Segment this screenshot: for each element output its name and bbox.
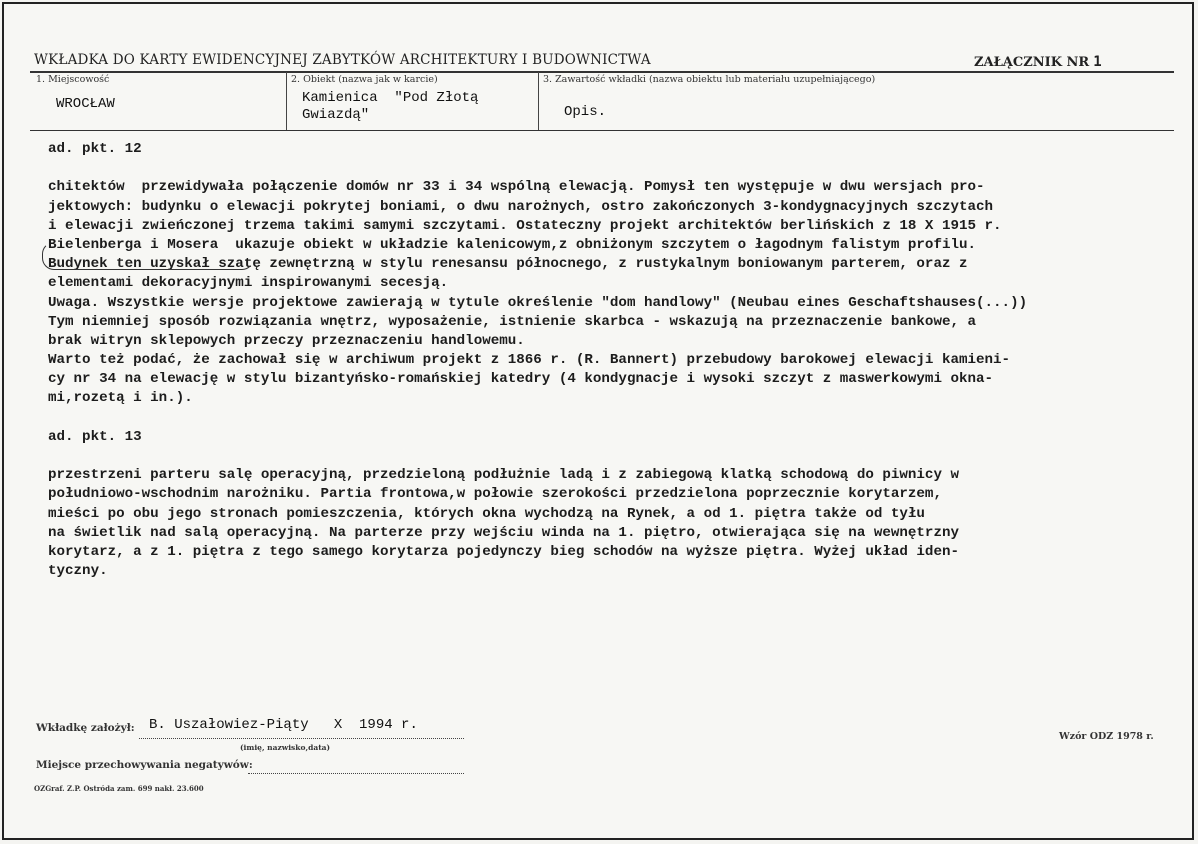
section2-line: przestrzeni parteru salę operacyjną, przedzieloną podłużnie ladą i z zabiegową klatką schodową do piwnicy w bbox=[48, 467, 959, 484]
founded-label: Wkładkę założył: bbox=[36, 722, 135, 734]
content-value: Opis. bbox=[564, 104, 607, 120]
section2-line: tyczny. bbox=[48, 563, 108, 580]
section2-line: mieści po obu jego stronach pomieszczenia, których okna wychodzą na Rynek, a od 1. piętra także od tyłu bbox=[48, 505, 925, 522]
field-divider-1 bbox=[286, 72, 287, 130]
founded-value: B. Uszałowiez-Piąty X 1994 r. bbox=[149, 717, 418, 733]
locality-label: 1. Miejscowość bbox=[36, 74, 110, 85]
locality-value: WROCŁAW bbox=[56, 96, 115, 112]
section1-line: Budynek ten uzyskał szatę zewnętrzną w stylu renesansu północnego, z rustykalnym boniowanym parterem, oraz z bbox=[48, 256, 968, 273]
section1-line: cy nr 34 na elewację w stylu bizantyńsko-romańskiej katedry (4 kondygnacje i wysoki szczyt z maswerkowymi okna- bbox=[48, 371, 994, 388]
header-rule bbox=[30, 71, 1174, 73]
section1-line: Tym niemniej sposób rozwiązania wnętrz, wyposażenie, istnienie skarbca - wskazują na przeznaczenie bankowe, a bbox=[48, 313, 977, 330]
record-sheet bbox=[2, 2, 1194, 840]
object-value-line1: Kamienica "Pod Złotą bbox=[302, 90, 479, 106]
fields-rule bbox=[30, 130, 1174, 131]
section2-line: na świetlik nad salą operacyjną. Na parterze przy wejściu winda na 1. piętro, otwierająca się na wewnętrzny bbox=[48, 524, 959, 541]
section2-line: południowo-wschodnim narożniku. Partia frontowa,w połowie szerokości przedzielona poprzecznie korytarzem, bbox=[48, 486, 942, 503]
section1-line: chitektów przewidywała połączenie domów nr 33 i 34 wspólną elewacją. Pomysł ten występuje w dwu wersjach pro- bbox=[48, 179, 985, 196]
print-note: OZGraf. Z.P. Ostróda zam. 699 nakł. 23.600 bbox=[34, 784, 204, 793]
section2-heading: ad. pkt. 13 bbox=[48, 428, 142, 445]
form-title: WKŁADKA DO KARTY EWIDENCYJNEJ ZABYTKÓW ARCHITEKTURY I BUDOWNICTWA bbox=[34, 52, 651, 68]
section1-line: Uwaga. Wszystkie wersje projektowe zawierają w tytule określenie "dom handlowy" (Neubau eines Geschaftshauses(...)) bbox=[48, 294, 1028, 311]
annex-number: 1 bbox=[1093, 54, 1102, 70]
storage-label: Miejsce przechowywania negatywów: bbox=[36, 759, 253, 771]
section1-line: brak witryn sklepowych przeczy przeznaczeniu handlowemu. bbox=[48, 332, 525, 349]
annex-label-text: ZAŁĄCZNIK NR bbox=[974, 55, 1090, 70]
handwritten-circle-mark bbox=[42, 242, 254, 270]
section2-line: korytarz, a z 1. piętra z tego samego korytarza pojedynczy bieg schodów na wyższe piętra. Wyżej układ iden- bbox=[48, 543, 959, 560]
field-divider-2 bbox=[538, 72, 539, 130]
annex-label bbox=[974, 54, 1102, 70]
section1-line: i elewacji zwieńczonej trzema takimi samymi szczytami. Ostateczny projekt architektów berlińskich z 18 X 1915 r. bbox=[48, 217, 1002, 234]
object-label: 2. Obiekt (nazwa jak w karcie) bbox=[291, 74, 438, 85]
section1-heading: ad. pkt. 12 bbox=[48, 141, 142, 157]
founded-sub-label: (imię, nazwisko,data) bbox=[240, 743, 331, 752]
object-value-line2: Gwiazdą" bbox=[302, 107, 370, 123]
section1-line: Warto też podać, że zachował się w archiwum projekt z 1866 r. (R. Bannert) przebudowy barokowej elewacji kamieni- bbox=[48, 352, 1011, 369]
founded-dotline bbox=[139, 738, 464, 739]
description-body bbox=[48, 140, 1178, 581]
section1-line: elementami dekoracyjnymi inspirowanymi secesją. bbox=[48, 275, 449, 292]
storage-dotline bbox=[248, 773, 464, 774]
section1-line: Bielenberga i Mosera ukazuje obiekt w układzie kalenicowym,z obniżonym szczytem o łagodnym falistym profilu. bbox=[48, 236, 977, 253]
section1-line: mi,rozetą i in.). bbox=[48, 390, 193, 407]
section1-line: jektowych: budynku o elewacji pokrytej boniami, o dwu narożnych, ostro zakończonych 3-kondygnacyjnych szczytach bbox=[48, 198, 994, 215]
content-label: 3. Zawartość wkładki (nazwa obiektu lub materiału uzupełniającego) bbox=[543, 74, 876, 85]
template-note: Wzór ODZ 1978 r. bbox=[1059, 731, 1154, 742]
